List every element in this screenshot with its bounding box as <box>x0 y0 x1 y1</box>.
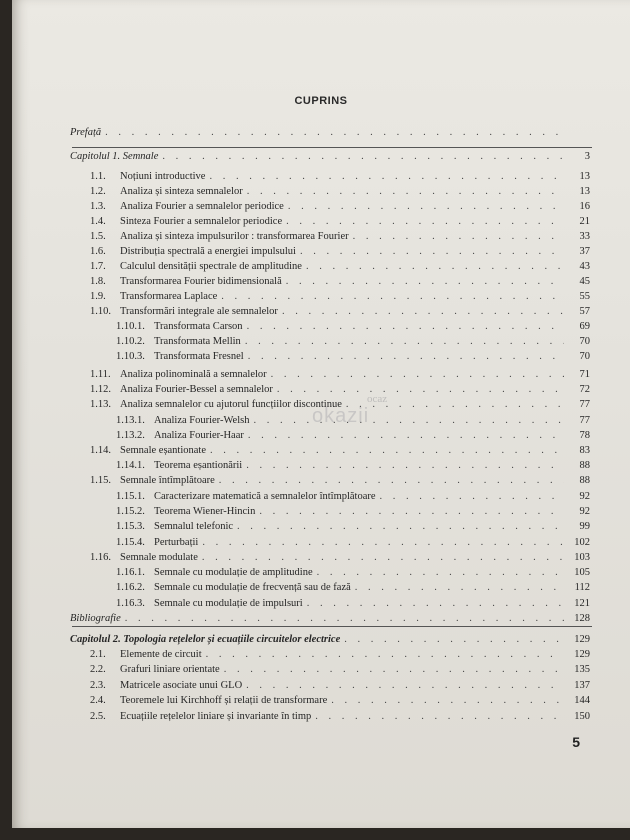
toc-entry-number: 2.5. <box>90 711 106 722</box>
dot-leader <box>271 368 564 382</box>
toc-entry-title: Semnale cu modulație de impulsuri <box>154 598 303 609</box>
toc-entry <box>90 260 590 274</box>
toc-entry-number: 1.15.3. <box>116 521 145 532</box>
page-title: CUPRINS <box>294 95 348 107</box>
toc-entry-number: 1.3. <box>90 201 106 212</box>
toc-entry-title: Transformata Fresnel <box>154 351 244 362</box>
toc-entry-title: Teorema Wiener-Hincin <box>154 506 256 517</box>
toc-entry-title: Sinteza Fourier a semnalelor periodice <box>120 216 283 227</box>
dot-leader <box>286 275 564 289</box>
dot-leader <box>219 474 564 488</box>
dot-leader <box>245 335 564 349</box>
toc-entry <box>90 444 590 458</box>
toc-entry-title: Analiza și sinteza impulsurilor : transformarea Fourier <box>120 231 349 242</box>
toc-entry <box>116 566 590 580</box>
toc-entry-page: 112 <box>574 582 590 593</box>
toc-entry-title: Semnale modulate <box>120 552 198 563</box>
toc-entry-page: 105 <box>574 567 590 578</box>
toc-entry <box>70 126 590 140</box>
toc-entry-title: Semnalul telefonic <box>154 521 234 532</box>
toc-entry-title: Prefață <box>70 127 102 138</box>
toc-entry-number: 2.1. <box>90 649 106 660</box>
dot-leader <box>259 505 564 519</box>
toc-entry-title: Capitolul 2. Topologia rețelelor și ecuațiile circuitelor electrice <box>70 634 341 645</box>
toc-entry-page: 137 <box>574 680 590 691</box>
toc-entry <box>90 383 590 397</box>
toc-entry <box>90 305 590 319</box>
toc-entry-number: 1.11. <box>90 369 111 380</box>
toc-entry-page: 3 <box>584 151 590 162</box>
toc-entry <box>90 663 590 677</box>
toc-entry-page: 45 <box>579 276 590 287</box>
toc-entry <box>90 694 590 708</box>
toc-entry-page: 129 <box>574 634 590 645</box>
dot-leader <box>221 290 564 304</box>
toc-entry-number: 1.6. <box>90 246 106 257</box>
toc-entry-page: 88 <box>579 460 590 471</box>
dot-leader <box>248 429 564 443</box>
toc-entry-number: 1.7. <box>90 261 106 272</box>
toc-entry-page: 21 <box>579 216 590 227</box>
dot-leader <box>315 710 564 724</box>
toc-entry-title: Semnale cu modulație de frecvență sau de fază <box>154 582 351 593</box>
toc-entry <box>116 520 590 534</box>
toc-entry-title: Matricele asociate unui GLO <box>120 680 243 691</box>
toc-entry-page: 78 <box>579 430 590 441</box>
dot-leader <box>380 490 564 504</box>
dot-leader <box>202 536 564 550</box>
toc-entry-page: 135 <box>574 664 590 675</box>
toc-entry-title: Capitolul 1. Semnale <box>70 151 159 162</box>
dot-leader <box>248 350 564 364</box>
toc-entry <box>116 505 590 519</box>
toc-entry-page: 77 <box>579 399 590 410</box>
toc-entry-number: 1.15.1. <box>116 491 145 502</box>
dot-leader <box>277 383 564 397</box>
dot-leader <box>237 520 564 534</box>
toc-entry <box>90 245 590 259</box>
dot-leader <box>288 200 564 214</box>
page-number: 5 <box>572 734 580 750</box>
toc-entry-title: Grafuri liniare orientate <box>120 664 220 675</box>
toc-entry-title: Semnale întîmplătoare <box>120 475 215 486</box>
dot-leader <box>355 581 564 595</box>
toc-entry <box>90 679 590 693</box>
toc-entry-number: 1.2. <box>90 186 106 197</box>
dot-leader <box>282 305 564 319</box>
toc-entry-number: 1.15.2. <box>116 506 145 517</box>
dot-leader <box>306 260 564 274</box>
toc-entry-title: Distribuția spectrală a energiei impulsului <box>120 246 296 257</box>
toc-entry-page: 55 <box>579 291 590 302</box>
toc-entry-number: 1.13.1. <box>116 415 145 426</box>
toc-entry-number: 1.10. <box>90 306 111 317</box>
dot-leader <box>286 215 564 229</box>
toc-entry-title: Semnale eșantionate <box>120 445 207 456</box>
toc-entry-title: Perturbații <box>154 537 199 548</box>
toc-entry-title: Transformata Carson <box>154 321 243 332</box>
toc-entry-title: Analiza Fourier-Bessel a semnalelor <box>120 384 273 395</box>
toc-entry-number: 1.9. <box>90 291 106 302</box>
toc-entry-page: 37 <box>579 246 590 257</box>
dot-leader <box>317 566 564 580</box>
toc-entry <box>70 633 590 647</box>
dot-leader <box>105 126 564 140</box>
toc-entry <box>90 185 590 199</box>
toc-entry <box>70 612 590 626</box>
toc-entry-page: 102 <box>574 537 590 548</box>
toc-entry <box>116 581 590 595</box>
toc-entry-page: 72 <box>579 384 590 395</box>
toc-entry <box>116 320 590 334</box>
toc-entry <box>90 170 590 184</box>
toc-entry-title: Analiza Fourier-Welsh <box>154 415 250 426</box>
dot-leader <box>206 648 564 662</box>
toc-entry <box>116 536 590 550</box>
toc-entry <box>70 150 590 164</box>
toc-entry <box>90 710 590 724</box>
toc-entry <box>90 200 590 214</box>
toc-entry-number: 1.13.2. <box>116 430 145 441</box>
divider-line <box>72 626 592 627</box>
dot-leader <box>224 663 564 677</box>
toc-entry-page: 99 <box>579 521 590 532</box>
toc-entry-page: 150 <box>574 711 590 722</box>
toc-entry <box>116 490 590 504</box>
toc-entry-title: Calculul densității spectrale de amplitudine <box>120 261 302 272</box>
toc-entry-page: 33 <box>579 231 590 242</box>
toc-entry-number: 1.16.3. <box>116 598 145 609</box>
toc-entry-number: 1.5. <box>90 231 106 242</box>
toc-entry <box>116 350 590 364</box>
watermark-small: ocaz <box>367 393 388 405</box>
dot-leader <box>353 230 564 244</box>
toc-entry-page: 13 <box>579 171 590 182</box>
toc-entry-title: Transformata Mellin <box>154 336 241 347</box>
toc-entry-title: Analiza polinominală a semnalelor <box>120 369 267 380</box>
toc-entry-number: 1.16.2. <box>116 582 145 593</box>
toc-entry-title: Analiza semnalelor cu ajutorul funcțiilor discontinue <box>120 399 342 410</box>
toc-entry-number: 1.4. <box>90 216 106 227</box>
dot-leader <box>202 551 564 565</box>
dot-leader <box>253 414 564 428</box>
dot-leader <box>344 633 564 647</box>
toc-entry <box>90 368 590 382</box>
toc-entry-title: Teoremele lui Kirchhoff și relații de transformare <box>120 695 328 706</box>
toc-entry-title: Transformări integrale ale semnalelor <box>120 306 278 317</box>
toc-entry-number: 1.10.2. <box>116 336 145 347</box>
toc-entry-page: 103 <box>574 552 590 563</box>
divider-line <box>72 147 592 148</box>
toc-entry-page: 121 <box>574 598 590 609</box>
dot-leader <box>247 320 564 334</box>
toc-entry-page: 70 <box>579 336 590 347</box>
toc-entry-page: 77 <box>579 415 590 426</box>
page-bottom-edge <box>0 828 630 840</box>
watermark-logo: okazii <box>312 405 370 427</box>
toc-entry-page: 129 <box>574 649 590 660</box>
dot-leader <box>246 679 564 693</box>
toc-entry <box>90 275 590 289</box>
dot-leader <box>209 170 564 184</box>
toc-entry <box>116 459 590 473</box>
toc-entry-title: Transformarea Laplace <box>120 291 218 302</box>
toc-entry-number: 1.1. <box>90 171 106 182</box>
toc-entry-number: 1.16. <box>90 552 111 563</box>
toc-entry <box>116 335 590 349</box>
toc-entry-title: Elemente de circuit <box>120 649 202 660</box>
toc-entry-number: 1.14. <box>90 445 111 456</box>
dot-leader <box>162 150 564 164</box>
toc-entry-page: 57 <box>579 306 590 317</box>
toc-entry <box>90 551 590 565</box>
toc-entry-page: 88 <box>579 475 590 486</box>
toc-entry-number: 1.10.1. <box>116 321 145 332</box>
toc-entry-title: Ecuațiile rețelelor liniare și invariante în timp <box>120 711 312 722</box>
dot-leader <box>247 185 564 199</box>
toc-entry-page: 92 <box>579 491 590 502</box>
dot-leader <box>331 694 564 708</box>
toc-entry-page: 13 <box>579 186 590 197</box>
dot-leader <box>307 597 564 611</box>
toc-entry-page: 128 <box>574 613 590 624</box>
toc-entry-number: 1.12. <box>90 384 111 395</box>
toc-entry-page: 70 <box>579 351 590 362</box>
toc-entry <box>90 474 590 488</box>
toc-entry-number: 1.15. <box>90 475 111 486</box>
toc-entry <box>90 648 590 662</box>
toc-entry-title: Analiza și sinteza semnalelor <box>120 186 243 197</box>
toc-entry <box>116 429 590 443</box>
book-page <box>12 0 630 828</box>
toc-entry <box>90 290 590 304</box>
toc-entry-title: Noțiuni introductive <box>120 171 206 182</box>
toc-entry-number: 1.8. <box>90 276 106 287</box>
toc-entry-number: 1.15.4. <box>116 537 145 548</box>
toc-entry-title: Caracterizare matematică a semnalelor întîmplătoare <box>154 491 376 502</box>
toc-entry-page: 69 <box>579 321 590 332</box>
toc-entry <box>90 215 590 229</box>
toc-entry-number: 1.16.1. <box>116 567 145 578</box>
toc-entry-page: 71 <box>579 369 590 380</box>
toc-entry-title: Semnale cu modulație de amplitudine <box>154 567 313 578</box>
toc-entry-title: Transformarea Fourier bidimensională <box>120 276 282 287</box>
toc-entry-page: 16 <box>579 201 590 212</box>
toc-entry-page: 144 <box>574 695 590 706</box>
dot-leader <box>125 612 564 626</box>
toc-entry-number: 1.14.1. <box>116 460 145 471</box>
toc-entry-title: Analiza Fourier a semnalelor periodice <box>120 201 284 212</box>
toc-entry-page: 92 <box>579 506 590 517</box>
dot-leader <box>300 245 564 259</box>
toc-entry-title: Bibliografie <box>70 613 121 624</box>
toc-entry-title: Analiza Fourier-Haar <box>154 430 244 441</box>
toc-entry-number: 2.4. <box>90 695 106 706</box>
toc-entry-page: 43 <box>579 261 590 272</box>
toc-entry <box>116 597 590 611</box>
dot-leader <box>210 444 564 458</box>
toc-entry-number: 2.3. <box>90 680 106 691</box>
toc-entry-number: 2.2. <box>90 664 106 675</box>
toc-entry-title: Teorema eșantionării <box>154 460 243 471</box>
toc-entry-number: 1.10.3. <box>116 351 145 362</box>
toc-entry-number: 1.13. <box>90 399 111 410</box>
toc-entry-page: 83 <box>579 445 590 456</box>
dot-leader <box>246 459 564 473</box>
toc-entry <box>90 230 590 244</box>
